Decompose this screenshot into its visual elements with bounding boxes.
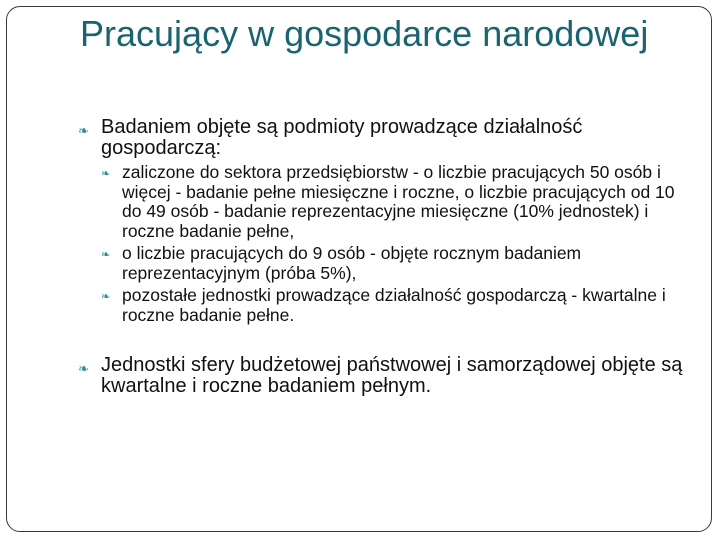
bullet-text: Badaniem objęte są podmioty prowadzące działalność gospodarczą: [101, 116, 583, 159]
slide-body [78, 117, 698, 397]
slide-title: Pracujący w gospodarce narodowej [80, 13, 649, 54]
leaf-bullet-icon: ❧ [101, 249, 111, 261]
sub-bullet-text: zaliczone do sektora przedsiębiorstw - o liczbie pracujących 50 osób i więcej - badanie pełne miesięczne i roczne, o liczbie pracujących od 10 do 49 osób - badanie reprezentacyjne miesięczne (10% jednostek) i roczne badanie pełne, [122, 162, 675, 241]
leaf-bullet-icon: ❧ [101, 168, 111, 180]
sub-bullet-item [78, 286, 698, 325]
sub-bullet-item [78, 163, 698, 241]
leaf-bullet-icon: ❧ [78, 123, 89, 138]
bullet-text: Jednostki sfery budżetowej państwowej i samorządowej objęte są kwartalne i roczne badaniem pełnym. [101, 354, 683, 397]
leaf-bullet-icon: ❧ [101, 291, 111, 303]
bullet-item [78, 355, 698, 397]
sub-bullet-text: o liczbie pracujących do 9 osób - objęte rocznym badaniem reprezentacyjnym (próba 5%), [122, 243, 582, 283]
bullet-item [78, 117, 698, 159]
sub-bullet-text: pozostałe jednostki prowadzące działalność gospodarczą - kwartalne i roczne badanie pełne. [122, 285, 666, 325]
sub-bullet-item [78, 244, 698, 283]
leaf-bullet-icon: ❧ [78, 361, 89, 376]
